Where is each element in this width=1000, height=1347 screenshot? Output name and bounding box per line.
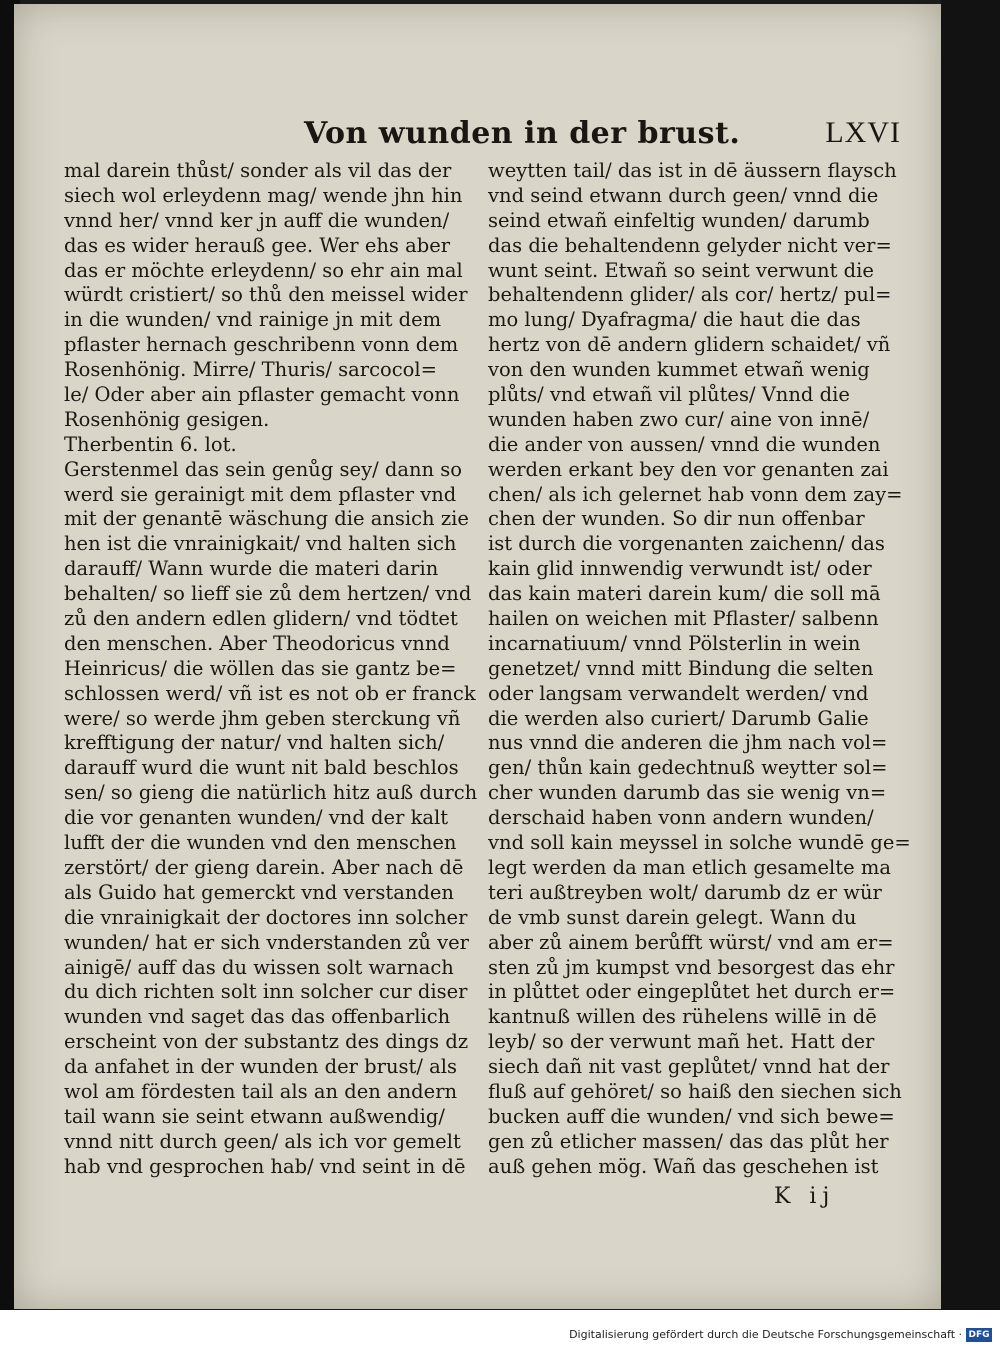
text-line: aber zů ainem berůfft würst/ vnd am er=: [488, 930, 894, 954]
text-line: darauff wurd die wunt nit bald beschlos: [64, 756, 459, 780]
text-line: Rosenhönig gesigen.: [64, 407, 270, 431]
text-line: das es wider herauß gee. Wer ehs aber: [64, 233, 451, 257]
text-line: tail wann sie seint etwann außwendig/: [64, 1104, 445, 1128]
text-line: die ander von aussen/ vnnd die wunden: [488, 432, 881, 456]
text-line: de vmb sunst darein gelegt. Wann du: [488, 905, 857, 929]
text-line: hailen on weichen mit Pflaster/ salbenn: [488, 607, 879, 631]
text-line: hab vnd gesprochen hab/ vnd seint in dē: [64, 1154, 466, 1178]
text-line: mal darein thůst/ sonder als vil das der: [64, 159, 452, 182]
running-head: Von wunden in der brust.: [304, 116, 741, 151]
text-line: sen/ so gieng die natürlich hitz auß durch: [64, 781, 478, 805]
text-line: were/ so werde jhm geben sterckung vñ: [64, 706, 461, 730]
page-header: [304, 116, 901, 156]
text-line: weytten tail/ das ist in dē äussern flaysch: [488, 159, 897, 182]
text-line: vnnd her/ vnnd ker jn auff die wunden/: [64, 208, 450, 232]
text-line: siech wol erleydenn mag/ wende jhn hin: [64, 183, 463, 207]
text-line: nus vnnd die anderen die jhm nach vol=: [488, 731, 888, 755]
text-line: wunden vnd saget das das offenbarlich: [64, 1005, 451, 1029]
text-line: Therbentin 6. lot.: [64, 432, 237, 456]
text-line: chen der wunden. So dir nun offenbar: [488, 507, 865, 531]
text-line: die vor genanten wunden/ vnd der kalt: [64, 806, 449, 830]
text-line: werd sie gerainigt mit dem pflaster vnd: [64, 482, 457, 506]
folio-number: LXVI: [825, 116, 901, 149]
text-line: hertz von dē andern glidern schaidet/ vñ: [488, 333, 891, 357]
left-text-column: [64, 159, 478, 1180]
text-line: mo lung/ Dyafragma/ die haut die das: [488, 308, 861, 332]
text-line: genetzet/ vnnd mitt Bindung die selten: [488, 656, 874, 680]
text-line: Heinricus/ die wöllen das sie gantz be=: [64, 656, 457, 680]
text-line: darauff/ Wann wurde die materi darin: [64, 557, 439, 581]
text-line: vnd soll kain meyssel in solche wundē ge=: [488, 831, 911, 855]
right-text-column: [488, 159, 920, 1180]
text-line: die werden also curiert/ Darumb Galie: [488, 706, 869, 730]
signature-mark: K ij: [774, 1184, 836, 1209]
dfg-logo: DFG: [966, 1328, 992, 1342]
text-line: ainigē/ auff das du wissen solt warnach: [64, 955, 454, 979]
text-line: gen/ thůn kain gedechtnuß weytter sol=: [488, 756, 888, 780]
text-line: das die behaltendenn gelyder nicht ver=: [488, 233, 892, 257]
text-line: würdt cristiert/ so thů den meissel wider: [64, 283, 468, 307]
text-line: in plůttet oder eingeplůtet het durch er=: [488, 980, 896, 1004]
text-line: Rosenhönig. Mirre/ Thuris/ sarcocol=: [64, 358, 437, 382]
text-line: fluß auf gehöret/ so haiß den siechen sich: [488, 1079, 902, 1103]
text-line: cher wunden darumb das sie wenig vn=: [488, 781, 887, 805]
text-line: bucken auff die wunden/ vnd sich bewe=: [488, 1104, 895, 1128]
text-line: gen zů etlicher massen/ das das plůt her: [488, 1129, 889, 1153]
text-line: mit der genantē wäschung die ansich zie: [64, 507, 469, 531]
text-line: kain glid innwendig verwundt ist/ oder: [488, 557, 872, 581]
text-line: vnnd nitt durch geen/ als ich vor gemelt: [64, 1129, 461, 1153]
text-line: derschaid haben vonn andern wunden/: [488, 806, 874, 830]
text-line: teri außtreyben wolt/ darumb dz er wür: [488, 880, 882, 904]
text-line: das kain materi darein kum/ die soll mā: [488, 582, 881, 606]
text-line: legt werden da man etlich gesamelte ma: [488, 855, 891, 879]
text-line: pflaster hernach geschribenn vonn dem: [64, 333, 459, 357]
text-line: leyb/ so der verwunt mañ het. Hatt der: [488, 1030, 875, 1054]
text-line: du dich richten solt inn solcher cur diser: [64, 980, 468, 1004]
book-page: [14, 4, 941, 1309]
text-line: da anfahet in der wunden der brust/ als: [64, 1055, 457, 1079]
text-line: siech dañ nit vast geplůtet/ vnnd hat der: [488, 1055, 890, 1079]
text-line: zerstört/ der gieng darein. Aber nach dē: [64, 855, 464, 879]
text-line: Gerstenmel das sein genůg sey/ dann so: [64, 457, 463, 481]
text-line: hen ist die vnrainigkait/ vnd halten sich: [64, 532, 457, 556]
text-line: erscheint von der substantz des dings dz: [64, 1030, 469, 1054]
text-line: seind etwañ einfeltig wunden/ darumb: [488, 208, 870, 232]
text-line: wunden/ hat er sich vnderstanden zů ver: [64, 930, 469, 954]
text-line: sten zů jm kumpst vnd besorgest das ehr: [488, 955, 895, 979]
text-line: in die wunden/ vnd rainige jn mit dem: [64, 308, 442, 332]
text-line: auß gehen mög. Wañ das geschehen ist: [488, 1154, 879, 1178]
text-line: behalten/ so lieff sie zů dem hertzen/ vnd: [64, 582, 472, 606]
text-line: ist durch die vorgenanten zaichenn/ das: [488, 532, 885, 556]
text-line: wunt seint. Etwañ so seint verwunt die: [488, 258, 874, 282]
text-line: zů den andern edlen glidern/ vnd tödtet: [64, 607, 458, 631]
footer-bar: [0, 1310, 1000, 1347]
text-line: chen/ als ich gelernet hab vonn dem zay=: [488, 482, 903, 506]
text-line: werden erkant bey den vor genanten zai: [488, 457, 889, 481]
text-line: behaltendenn glider/ als cor/ hertz/ pul=: [488, 283, 892, 307]
text-line: von den wunden kummet etwañ wenig: [488, 358, 870, 382]
text-line: kantnuß willen des rühelens willē in dē: [488, 1005, 877, 1029]
text-line: lufft der die wunden vnd den menschen: [64, 831, 457, 855]
funding-credit: Digitalisierung gefördert durch die Deutsche Forschungsgemeinschaft ·: [569, 1328, 962, 1341]
page-edge: [941, 0, 1000, 1310]
text-line: le/ Oder aber ain pflaster gemacht vonn: [64, 383, 460, 407]
text-line: als Guido hat gemerckt vnd verstanden: [64, 880, 454, 904]
text-line: vnd seind etwann durch geen/ vnnd die: [488, 183, 879, 207]
text-line: schlossen werd/ vñ ist es not ob er franck: [64, 681, 476, 705]
text-line: krefftigung der natur/ vnd halten sich/: [64, 731, 445, 755]
text-line: den menschen. Aber Theodoricus vnnd: [64, 631, 450, 655]
text-line: oder langsam verwandelt werden/ vnd: [488, 681, 869, 705]
text-line: plůts/ vnd etwañ vil plůtes/ Vnnd die: [488, 383, 850, 407]
text-line: das er möchte erleydenn/ so ehr ain mal: [64, 258, 463, 282]
text-line: die vnrainigkait der doctores inn solcher: [64, 905, 468, 929]
text-line: wunden haben zwo cur/ aine von innē/: [488, 407, 870, 431]
text-line: wol am fördesten tail als an den andern: [64, 1079, 458, 1103]
text-line: incarnatiuum/ vnnd Pölsterlin in wein: [488, 631, 861, 655]
